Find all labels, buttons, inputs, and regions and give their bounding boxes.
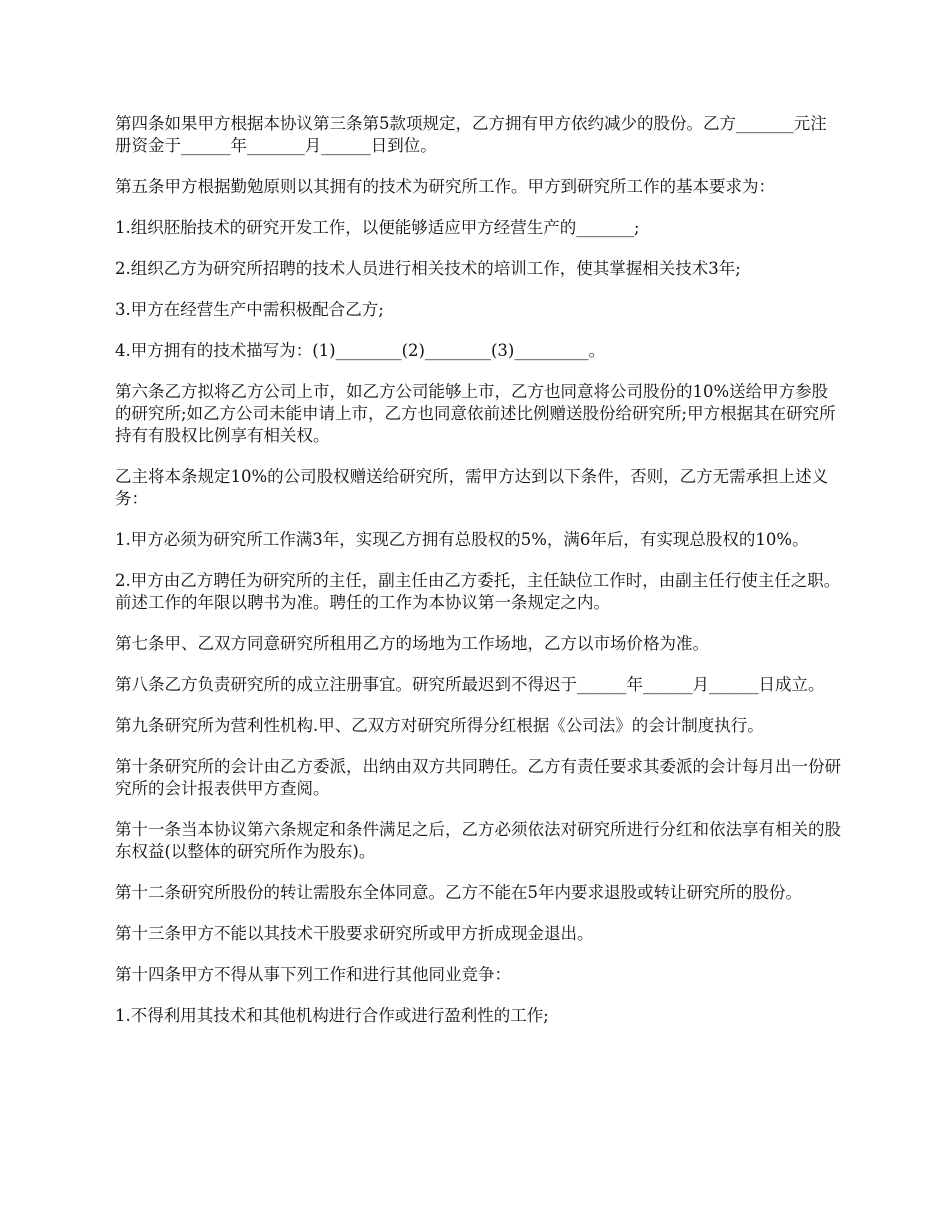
clause-5-item-1: 1.组织胚胎技术的研究开发工作，以便能够适应甲方经营生产的_______; — [115, 218, 640, 237]
clause-8-paragraph: 第八条乙方负责研究所的成立注册事宜。研究所最迟到不得迟于______年______月______日成立。 — [115, 675, 825, 694]
clause-4-paragraph: 第四条如果甲方根据本协议第三条第5款项规定，乙方拥有甲方依约减少的股份。乙方_______元注册资金于______年_______月______日到位。 — [115, 114, 827, 155]
clause-10-paragraph: 第十条研究所的会计由乙方委派，出纳由双方共同聘任。乙方有责任要求其委派的会计每月出一份研究所的会计报表供甲方查阅。 — [115, 757, 841, 798]
clause-5-item-4: 4.甲方拥有的技术描写为：(1)________(2)________(3)_________。 — [115, 341, 606, 360]
clause-13-paragraph: 第十三条甲方不能以其技术干股要求研究所或甲方折成现金退出。 — [115, 924, 594, 943]
clause-11-paragraph: 第十一条当本协议第六条规定和条件满足之后，乙方必须依法对研究所进行分红和依法享有相关的股东权益(以整体的研究所作为股东)。 — [115, 820, 841, 861]
clause-5-paragraph: 第五条甲方根据勤勉原则以其拥有的技术为研究所工作。甲方到研究所工作的基本要求为： — [115, 177, 775, 196]
clause-5-item-2: 2.组织乙方为研究所招聘的技术人员进行相关技术的培训工作，使其掌握相关技术3年; — [115, 259, 741, 278]
clause-6-paragraph: 第六条乙方拟将乙方公司上市，如乙方公司能够上市，乙方也同意将公司股份的10%送给甲方参股的研究所;如乙方公司未能申请上市，乙方也同意依前述比例赠送股份给研究所;甲方根据其在研究所持有有股权比例享有相关权。 — [115, 382, 836, 445]
document-body — [115, 113, 843, 1046]
clause-6-condition-2: 2.甲方由乙方聘任为研究所的主任，副主任由乙方委托，主任缺位工作时，由副主任行使主任之职。前述工作的年限以聘书为准。聘任的工作为本协议第一条规定之内。 — [115, 571, 841, 612]
clause-12-paragraph: 第十二条研究所股份的转让需股东全体同意。乙方不能在5年内要求退股或转让研究所的股份。 — [115, 883, 802, 902]
clause-7-paragraph: 第七条甲、乙双方同意研究所租用乙方的场地为工作场地，乙方以市场价格为准。 — [115, 634, 709, 653]
clause-14-item-1: 1.不得利用其技术和其他机构进行合作或进行盈利性的工作; — [115, 1006, 549, 1025]
clause-9-paragraph: 第九条研究所为营利性机构.甲、乙双方对研究所得分红根据《公司法》的会计制度执行。 — [115, 716, 764, 735]
clause-6-conditions: 乙主将本条规定10%的公司股权赠送给研究所，需甲方达到以下条件，否则，乙方无需承担上述义务： — [115, 467, 829, 508]
clause-5-item-3: 3.甲方在经营生产中需积极配合乙方; — [115, 300, 384, 319]
clause-14-paragraph: 第十四条甲方不得从事下列工作和进行其他同业竞争： — [115, 965, 511, 984]
clause-6-condition-1: 1.甲方必须为研究所工作满3年，实现乙方拥有总股权的5%，满6年后，有实现总股权的10%。 — [115, 530, 809, 549]
